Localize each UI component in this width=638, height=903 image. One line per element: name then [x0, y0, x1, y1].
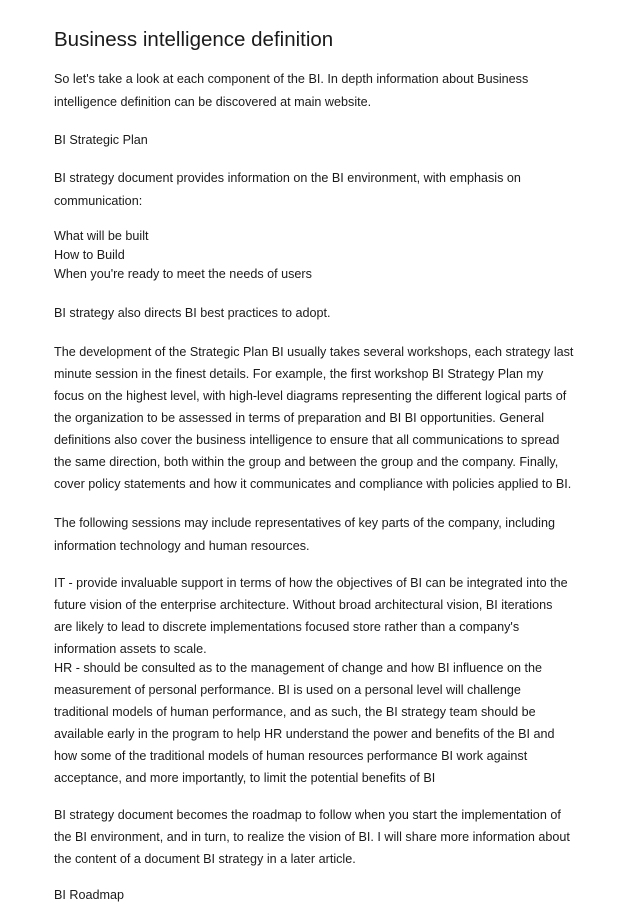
text-line: information assets to scale. — [54, 642, 207, 656]
text-line: The following sessions may include representatives of key parts of the company, including — [54, 516, 555, 530]
text-line: BI strategy document becomes the roadmap to follow when you start the implementation of — [54, 808, 561, 822]
text-line: BI strategy document provides information on the BI environment, with emphasis on — [54, 171, 521, 185]
text-line: minute session in the finest details. For example, the first workshop BI Strategy Plan my — [54, 367, 544, 381]
text-line: BI strategy also directs BI best practices to adopt. — [54, 306, 331, 320]
text-line: traditional models of human performance, and as such, the BI strategy team should be — [54, 705, 536, 719]
text-line: information technology and human resources. — [54, 539, 310, 553]
text-line: The development of the Strategic Plan BI usually takes several workshops, each strategy last — [54, 345, 574, 359]
text-line: the same direction, both within the group and between the group and the company. Finally, — [54, 455, 559, 469]
text-line: available early in the program to help HR understand the power and benefits of the BI and — [54, 727, 555, 741]
document-title: Business intelligence definition — [54, 28, 334, 51]
text-line: So let's take a look at each component of the BI. In depth information about Business — [54, 72, 529, 86]
text-line: the BI environment, and in turn, to realize the vision of BI. I will share more information about — [54, 830, 570, 844]
text-line: are likely to lead to discrete implementations focused store rather than a company's — [54, 620, 520, 634]
list-item: When you're ready to meet the needs of users — [54, 267, 312, 281]
section-heading: BI Roadmap — [54, 888, 125, 902]
text-line: the content of a document BI strategy in a later article. — [54, 852, 356, 866]
text-line: definitions also cover the business intelligence to ensure that all communications to spread — [54, 433, 560, 447]
text-line: the organization to be assessed in terms of preparation and BI BI opportunities. General — [54, 411, 545, 425]
text-line: focus on the highest level, with high-level diagrams representing the different logical parts of — [54, 389, 567, 403]
list-item: How to Build — [54, 248, 125, 262]
list-item: What will be built — [54, 229, 149, 243]
text-line: IT - provide invaluable support in terms of how the objectives of BI can be integrated into the — [54, 576, 568, 590]
text-line: measurement of personal performance. BI is used on a personal level will challenge — [54, 683, 521, 697]
section-heading: BI Strategic Plan — [54, 133, 148, 147]
text-line: acceptance, and more importantly, to limit the potential benefits of BI — [54, 771, 436, 785]
text-line: future vision of the enterprise architecture. Without broad architectural vision, BI iterations — [54, 598, 553, 612]
text-line: communication: — [54, 194, 143, 208]
text-line: how some of the traditional models of human resources performance BI work against — [54, 749, 528, 763]
text-line: cover policy statements and how it communicates and compliance with policies applied to BI. — [54, 477, 572, 491]
text-line: HR - should be consulted as to the management of change and how BI influence on the — [54, 661, 542, 675]
text-line: intelligence definition can be discovered at main website. — [54, 95, 372, 109]
